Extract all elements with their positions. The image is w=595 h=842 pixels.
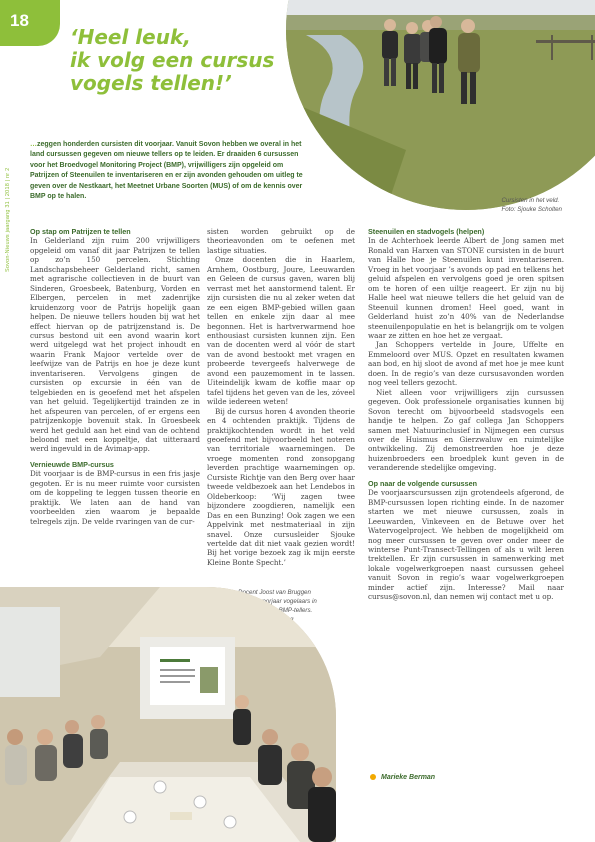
column-3 [368,227,564,602]
intro-ellipsis: … [30,141,37,148]
subhead-volgende-cursussen: Op naar de volgende cursussen [368,478,478,488]
paragraph: Onze docenten die in Haarlem, Arnhem, Oostburg, Joure, Leeuwarden en Geleen de cursus gaven, waren blij verrast met het aanstormend talent. Er zijn cursisten die nu al zeker weten dat ze een eigen BMP-gebied willen gaan tellen en enkele zijn daar al mee begonnen. Het is hartverwarmend hoe enthousiast cursisten kunnen zijn. Een van de docenten werd al vóór de start van de avond bestookt met vragen en probeerde tevergeefs halverwege de avond een pauzemoment in te lassen. Uiteindelijk kwam de koffie maar op tafel tijdens het geven van de les, zóveel wilde iedereen weten! [207,255,355,407]
header-photo-field-course [286,0,595,210]
subhead-steenuilen: Steenuilen en stadvogels (helpen) [368,227,485,236]
column-2 [207,227,355,567]
author-bullet-icon [370,774,376,780]
author-name: Marieke Berman [381,774,436,781]
article-title [70,26,300,95]
teacher [233,695,251,745]
page-number: 18 [0,0,60,46]
paragraph: Niet alleen voor vrijwilligers zijn cursussen gegeven. Ook professionele organisaties kunnen bij Sovon terecht om bijvoorbeeld stadsvogels een handje te helpen. Zo gaf collega Jan Schoppers samen met Natuurinclusief in Nijmegen een cursus over de Huismus en Gierzwaluw en ruimtelijke ontwikkeling. Zij demonstreerden hoe je deze huizenbroeders een broedplek kunt geven in de veranderende stedelijke omgeving. [368,387,564,473]
paragraph: De voorjaarscursussen zijn grotendeels afgerond, de BMP-cursussen lopen richting einde. In de nazomer starten we met nieuwe cursussen, zoals in Leeuwarden, Vinkeveen en de Betuwe over het Watervogelproject. We hebben de mogelijkheid om nog meer cursussen te geven over onder meer de winterse Punt-Transect-Tellingen of als u wilt leren trektellen. Er zijn cursussen in samenwerking met lokale vogelwerkgroepen naast cursussen geheel vanuit Sovon in regio’s waar vogelwerkgroepen minder actief zijn. Interesse? Mail naar cursus@sovon.nl, dan nemen wij contact met u op. [368,488,564,602]
paragraph: Bij de cursus horen 4 avonden theorie en 4 ochtenden praktijk. Tijdens de praktijkochtenden wordt in het veld geoefend met bijvoorbeeld het noteren van territoriale waarnemingen. De vroege momenten rond zonsopgang leverden prachtige waarnemingen op. Cursiste Richtje van den Berg over haar tweede veldbezoek aan het Lendebos in Oldeberkoop: ‘Wij zagen twee bijzondere zoogdieren, namelijk een Das en een Bunzing! Ook zagen we een Appelvink met nestmateriaal in zijn snavel. Onze cursusleider Sjouke vertelde dat dit niet vaak gezien wordt! Bij het vorige bezoek zag ik mijn eerste Kleine Bonte Specht.’ [207,406,355,567]
paragraph: sisten worden gebruikt op de theorieavonden om te oefenen met lastige situaties. [207,227,355,255]
paragraph: Jan Schoppers vertelde in Joure, Uffelte en Emmeloord over MUS. Opzet en resultaten kwamen aan bod, en hij sloot de avond af met hoe je mee kunt doen. In de regio’s van deze cursusavonden worden nog veel tellers gezocht. [368,340,564,388]
title-line-1: ‘Heel leuk, [70,25,191,49]
caption-credit: Foto: Sjouke Scholten [501,206,562,213]
title-line-3: vogels tellen!’ [70,71,232,95]
paragraph: In Gelderland zijn ruim 200 vrijwilligers opgeleid om vanaf dit jaar Patrijzen te tellen op zo’n 150 percelen. Stichting Landschapsbeheer Gelderland richt, samen met agrarische collectieven in de buurt van Sinderen, Groesbeek, Batenburg, Vorden en Elbergen, percelen in met zadenrijke kruidenzorg voor de Patrijs hopelijk gaan helpen. De nieuwe tellers houden bij wat het effect hiervan op de patrijzenstand is. De cursus bestond uit een avond waarin kort werd uitgelegd wat het project inhoudt en waarin Frank Majoor vertelde over de leefwijze van de Patrijs en hoe je deze kunt inventariseren. Vervolgens gingen de cursisten op excursie in één van de telgebieden en is geoefend met het afspelen van het geluid. Tegelijkertijd trainden ze in het afspeuren van percelen, of er ergens een patrijzenkopje bovenuit stak. In Groesbeek werd het geduld aan het eind van de ochtend beloond met een koppeltje, dat uitteraard werd ingevuld in de Avimap-app. [30,236,200,454]
classroom-photo [0,587,336,842]
paragraph: Dit voorjaar is de BMP-cursus in een fris jasje gegoten. Er is nu meer ruimte voor cursisten om de koppeling te leggen tussen theorie en praktijk. We laten aan de hand van voorbeelden zien waarom je bepaalde telregels zijn. De velde rvaringen van de cur- [30,469,200,526]
subhead-patrijzen: Op stap om Patrijzen te tellen [30,227,131,236]
column-1 [30,227,200,526]
intro-paragraph [30,140,310,202]
paragraph: In de Achterhoek leerde Albert de Jong samen met Ronald van Harxen van STONE cursisten in de buurt van Halle hoe je Steenuilen kunt inventariseren. Vroeg in het voorjaar ’s avonds op pad en telkens het geluid afspelen en vervolgens goed je oren spitsen om te horen of een uiltje reageert. Er zijn nu bij Halle heel wat nieuwe tellers die het geluid van de Steenuil kunnen dromen! Heel goed, want in Gelderland huist zo’n 40% van de Nederlandse steenuilenpopulatie en het is belangrijk om te volgen waar ze zitten en hoe het ze vergaat. [368,236,564,340]
author-byline [370,774,435,781]
intro-text: zeggen honderden cursisten dit voorjaar. Vanuit Sovon hebben we overal in het land cursussen gegeven om nieuwe tellers op te leiden. Er draaiden 6 cursussen voor het Broedvogel Monitoring Project (BMP), vrijwilligers zijn opgeleid om Patrijzen of Steenuilen te inventariseren en er zijn avonden gehouden om uitleg te geven over de Nestkaart, het Meetnet Urbane Soorten (MUS) of om de kennis over BMP op te halen. [30,141,303,201]
title-line-2: ik volg een cursus [70,48,275,72]
classroom-scene-illustration [0,587,336,842]
field-scene-illustration [286,0,595,210]
side-label-text: Sovon-Nieuws jaargang 31 | 2018 | nr 2 [5,167,11,272]
subhead-bmp-cursus: Vernieuwde BMP-cursus [30,459,114,469]
caption-line: Cursisten in het veld. [501,197,560,204]
header-photo-caption [501,196,562,214]
side-label [3,140,13,280]
